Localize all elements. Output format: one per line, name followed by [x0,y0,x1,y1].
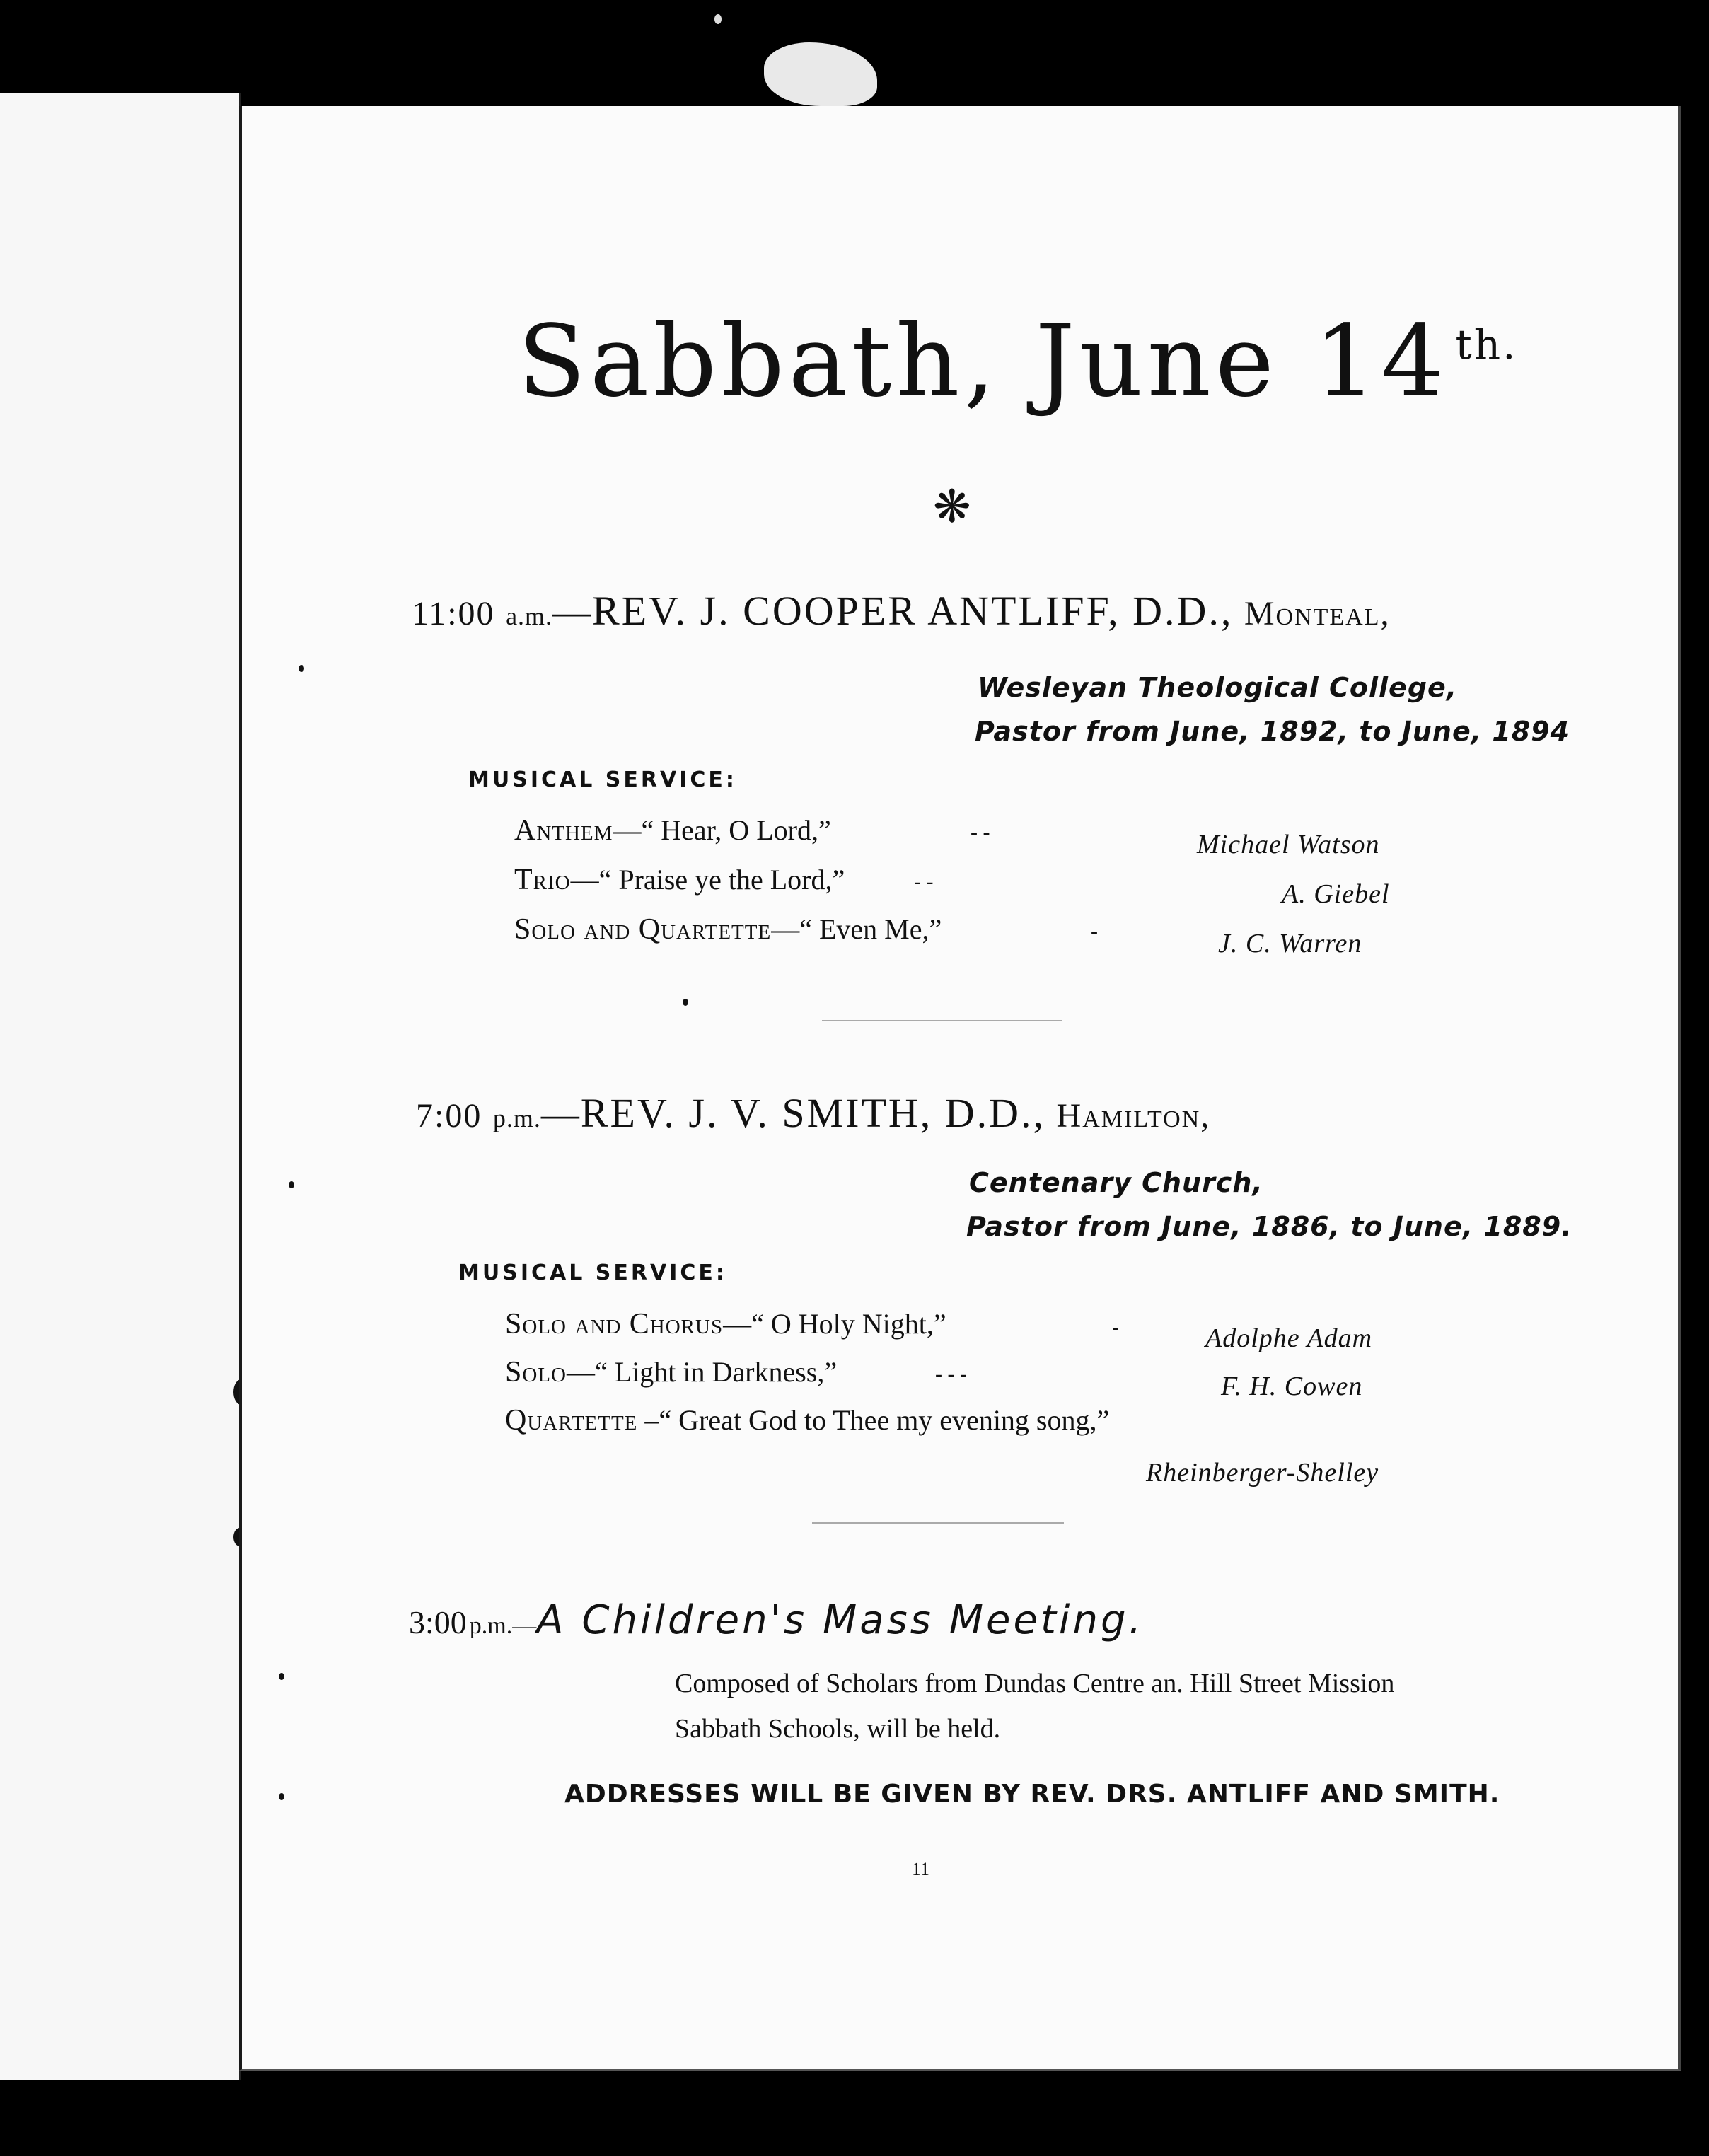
evening-role-line1: Centenary Church, [969,1167,1263,1198]
section-divider [822,1020,1062,1021]
title-suffix: th. [1455,320,1518,369]
evening-preacher: REV. J. V. SMITH, D.D., [580,1090,1046,1136]
dot-leader: - [1112,1316,1119,1339]
morning-piece-2 [514,863,845,897]
morning-composer-2: A. Giebel [1282,879,1390,909]
morning-preacher: REV. J. COOPER ANTLIFF, D.D., [592,588,1234,634]
children-ampm: p.m. [469,1613,513,1639]
dot-leader: - - - [935,1362,967,1386]
children-time: 3:00 [409,1604,467,1640]
piece-kind: Anthem [514,814,613,847]
left-facing-page [0,93,241,2080]
piece-title: –“ Great God to Thee my evening song,” [637,1404,1110,1436]
page-number: 11 [912,1859,930,1879]
evening-service-heading [416,1089,1210,1137]
dot-leader: - [1091,920,1098,943]
dot-leader: - - [971,821,990,844]
piece-title: —“ Light in Darkness,” [566,1356,838,1388]
stray-dot [289,1181,294,1188]
evening-composer-3: Rheinberger-Shelley [1146,1458,1379,1488]
children-body-line2: Sabbath Schools, will be held. [675,1714,1001,1744]
evening-piece-2 [505,1355,837,1389]
ornament-icon: ❋ [933,482,971,532]
page-title [518,304,1518,419]
evening-composer-2: F. H. Cowen [1221,1372,1363,1401]
piece-kind: Solo and Quartette [514,913,772,946]
morning-place: Monteal, [1244,595,1391,632]
children-meeting-heading [409,1597,1144,1643]
morning-role-line2: Pastor from June, 1892, to June, 1894 [975,716,1570,747]
piece-title: —“ O Holy Night,” [723,1308,946,1340]
dash: — [552,591,593,633]
morning-role-line1: Wesleyan Theological College, [978,672,1458,703]
evening-piece-3 [505,1403,1109,1437]
children-event-title: A Children's Mass Meeting. [536,1597,1145,1643]
morning-service-heading [412,587,1391,634]
piece-kind: Trio [514,864,571,896]
evening-piece-1 [505,1307,946,1341]
piece-kind: Solo [505,1356,567,1389]
morning-piece-1 [514,813,831,847]
piece-title: —“ Hear, O Lord,” [613,814,831,846]
program-page [239,106,1681,2071]
evening-time: 7:00 [416,1097,482,1135]
piece-title: —“ Praise ye the Lord,” [570,864,845,896]
title-main: Sabbath, June 14 [518,304,1449,419]
children-body-line1: Composed of Scholars from Dundas Centre an. Hill Street Mission [675,1669,1395,1698]
dash: — [512,1613,537,1639]
piece-kind: Quartette [505,1404,638,1437]
evening-musical-service-label: MUSICAL SERVICE: [458,1260,727,1285]
evening-composer-1: Adolphe Adam [1205,1323,1373,1353]
morning-composer-1: Michael Watson [1197,830,1380,859]
morning-piece-3 [514,912,942,946]
scan-speck [714,14,722,24]
stray-dot [279,1793,284,1800]
stray-dot [683,999,688,1006]
stray-dot [299,665,304,672]
morning-ampm: a.m. [506,602,553,630]
evening-role-line2: Pastor from June, 1886, to June, 1889. [966,1211,1572,1242]
morning-time: 11:00 [412,595,495,632]
morning-musical-service-label: MUSICAL SERVICE: [468,767,737,792]
evening-place: Hamilton, [1056,1097,1211,1135]
piece-kind: Solo and Chorus [505,1308,724,1340]
scan-speck [764,42,877,106]
section-divider [812,1522,1064,1524]
evening-ampm: p.m. [492,1104,541,1132]
morning-composer-3: J. C. Warren [1218,929,1362,958]
addresses-note: ADDRESSES WILL BE GIVEN BY REV. DRS. ANTLIFF AND SMITH. [564,1780,1500,1809]
piece-title: —“ Even Me,” [771,913,942,945]
stray-dot [279,1673,284,1680]
dot-leader: - - [914,870,934,893]
dash: — [540,1093,581,1135]
